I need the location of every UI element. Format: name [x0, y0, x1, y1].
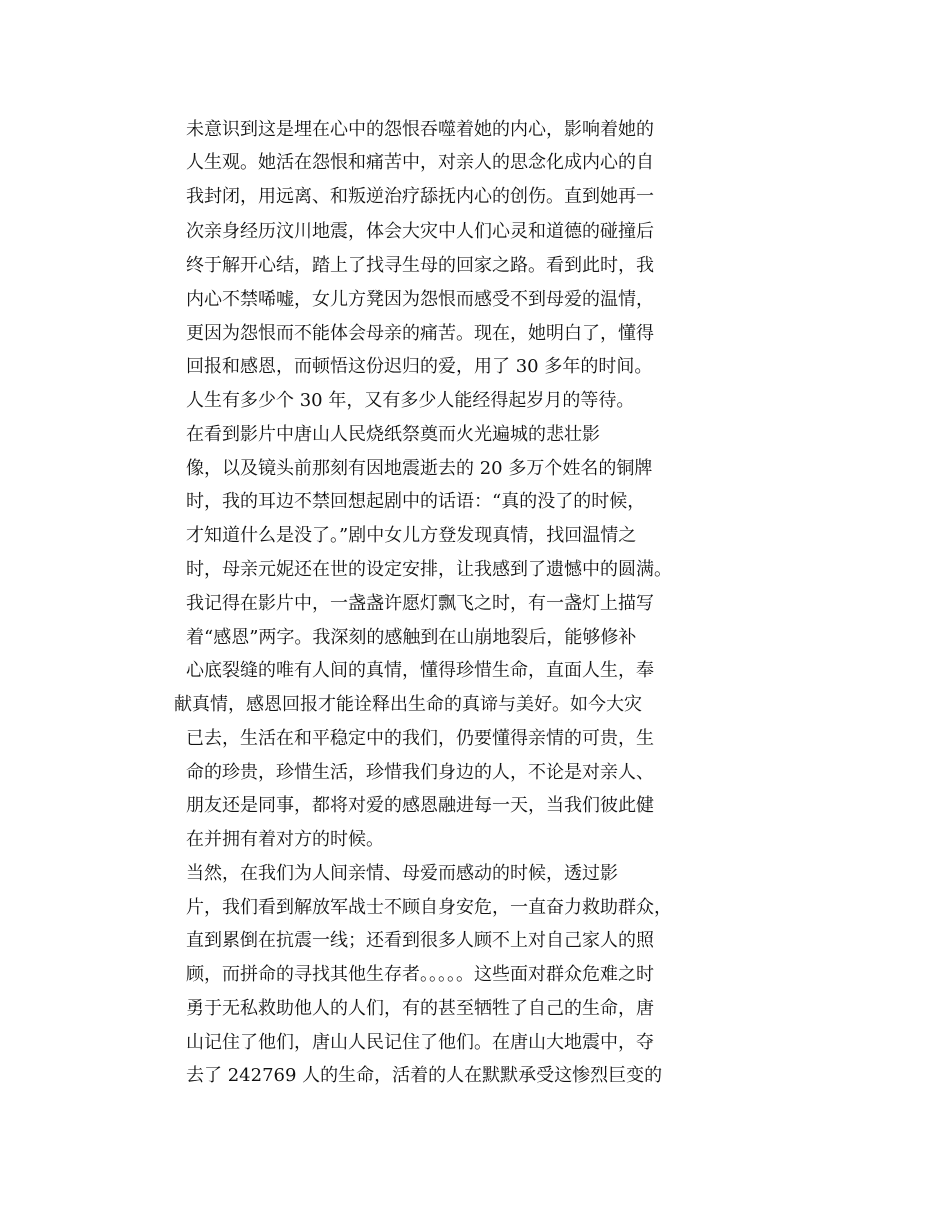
text-line: 片，我们看到解放军战士不顾自身安危，一直奋力救助群众， — [186, 897, 672, 918]
text-line: 心底裂缝的唯有人间的真情，懂得珍惜生命，直面人生，奉 — [186, 660, 654, 681]
text-line: 终于解开心结，踏上了找寻生母的回家之路。看到此时，我 — [186, 255, 654, 276]
text-line: 顾，而拼命的寻找其他生存者。。。。。这些面对群众危难之时 — [186, 964, 654, 985]
text-line: 当然，在我们为人间亲情、母爱而感动的时候，透过影 — [186, 863, 618, 884]
text-line: 直到累倒在抗震一线；还看到很多人顾不上对自己家人的照 — [186, 930, 654, 951]
text-line: 去了 242769 人的生命，活着的人在默默承受这惨烈巨变的 — [186, 1065, 663, 1086]
text-line: 次亲身经历汶川地震，体会大灾中人们心灵和道德的碰撞后 — [186, 221, 654, 242]
text-line: 已去，生活在和平稳定中的我们，仍要懂得亲情的可贵，生 — [186, 728, 654, 749]
text-line: 在看到影片中唐山人民烧纸祭奠而火光遍城的悲壮影 — [186, 424, 600, 445]
text-line: 勇于无私救助他人的人们，有的甚至牺牲了自己的生命，唐 — [186, 998, 654, 1019]
text-line: 我封闭，用远离、和叛逆治疗舔抚内心的创伤。直到她再一 — [186, 186, 654, 207]
text-line: 命的珍贵，珍惜生活，珍惜我们身边的人，不论是对亲人、 — [186, 762, 654, 783]
text-line: 我记得在影片中，一盏盏许愿灯飘飞之时，有一盏灯上描写 — [186, 593, 654, 614]
text-line: 人生观。她活在怨恨和痛苦中，对亲人的思念化成内心的自 — [186, 152, 654, 173]
text-line: 着“感恩”两字。我深刻的感触到在山崩地裂后，能够修补 — [186, 627, 637, 648]
text-line: 才知道什么是没了。”剧中女儿方登发现真情，找回温情之 — [186, 525, 637, 546]
text-line: 在并拥有着对方的时候。 — [186, 829, 384, 850]
text-line: 时，我的耳边不禁回想起剧中的话语：“真的没了的时候， — [186, 491, 646, 512]
text-line: 献真情，感恩回报才能诠释出生命的真谛与美好。如今大灾 — [174, 694, 642, 715]
text-line: 更因为怨恨而不能体会母亲的痛苦。现在，她明白了，懂得 — [186, 323, 654, 344]
text-line: 山记住了他们，唐山人民记住了他们。在唐山大地震中，夺 — [186, 1032, 654, 1053]
text-line: 回报和感恩，而顿悟这份迟归的爱，用了 30 多年的时间。 — [186, 356, 653, 377]
text-line: 人生有多少个 30 年，又有多少人能经得起岁月的等待。 — [186, 390, 635, 411]
text-line: 时，母亲元妮还在世的设定安排，让我感到了遗憾中的圆满。 — [186, 559, 672, 580]
text-line: 内心不禁唏嘘，女儿方凳因为怨恨而感受不到母爱的温情， — [186, 289, 654, 310]
text-line: 未意识到这是埋在心中的怨恨吞噬着她的内心，影响着她的 — [186, 119, 654, 140]
text-line: 像，以及镜头前那刻有因地震逝去的 20 多万个姓名的铜牌 — [186, 458, 653, 479]
text-line: 朋友还是同事，都将对爱的感恩融进每一天，当我们彼此健 — [186, 795, 654, 816]
